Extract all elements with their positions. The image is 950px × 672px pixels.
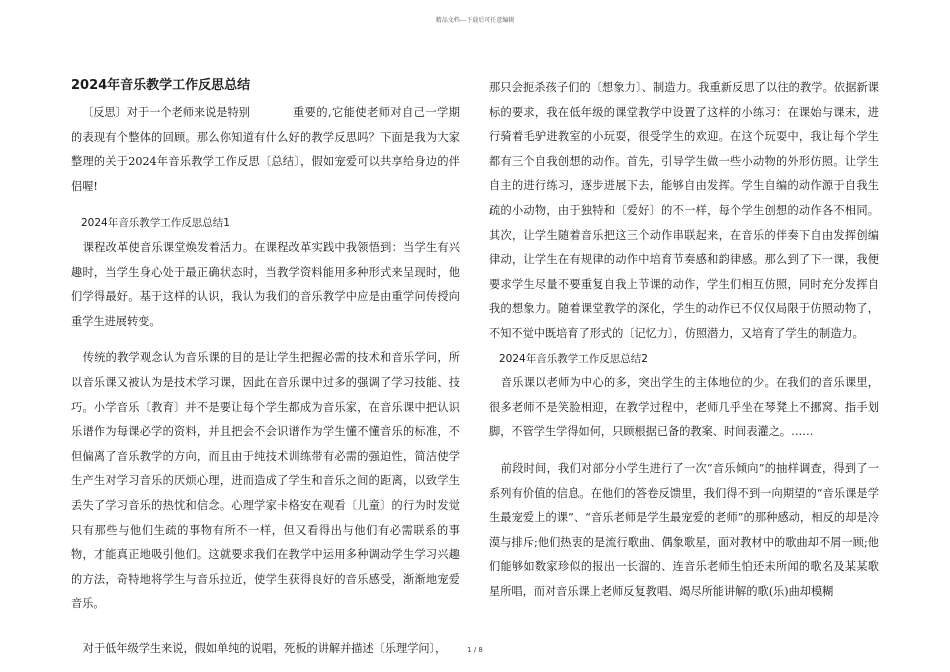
intro-first-a: 〔反思〕对于一个老师来说是特别	[82, 106, 250, 119]
left-column	[71, 76, 460, 661]
section1-heading: 2024年音乐教学工作反思总结1	[81, 217, 230, 230]
right-column	[489, 76, 879, 604]
intro-gap	[250, 101, 288, 126]
page-header: 精品文档---下载后可任意编辑	[435, 17, 515, 24]
document-title: 2024年音乐教学工作反思总结	[71, 78, 251, 93]
section1-paragraph-3: 对于低年级学生来说，假如单纯的说唱，死板的讲解并描述〔乐理学问〕，	[82, 641, 447, 655]
section1-paragraph-2: 传统的教学观念认为音乐课的目的是让学生把握必需的技术和音乐学问，所以音乐课又被认为是技术学习课，因此在音乐课中过多的强调了学习技能、技巧。小学音乐〔教育〕并不是要让每个学生都成为音乐家，在音乐课中把认识乐谱作为每课必学的资料，并且把会不会识谱作为学生懂不懂音乐的标准，不但偏离了音乐教学的方向，而且由于纯技术训练带有必需的强迫性，简洁使学生产生对学习音乐的厌烦心理，进而造成了学生和音乐之间的距离，以致学生丢失了学习音乐的热忱和信念。心理学家卡格安在观看〔儿童〕的行为时发觉只有那些与他们生疏的事物有所不一样，但又看得出与他们有必需联系的事物，才能真正地吸引他们。这就要求我们在教学中运用多种调动学生学习兴趣的方法，奇特地将学生与音乐拉近，使学生获得良好的音乐感受，渐渐地宠爱音乐。	[71, 351, 460, 611]
section1-paragraph-1: 课程改革使音乐课堂焕发着活力。在课程改革实践中我领悟到：当学生有兴趣时，当学生身心处于最正确状态时，当教学资料能用多种形式来呈现时，他们学得最好。基于这样的认识，我认为我们的音乐教学中应是由重学问传授向重学生进展转变。	[71, 240, 460, 328]
section2-paragraph-2: 前段时间，我们对部分小学生进行了一次“音乐倾向”的抽样调查，得到了一系列有价值的信息。在他们的答卷反馈里，我们得不到一向期望的“音乐课是学生最宠爱上的课”、“音乐老师是学生最宠爱的老师”的那种感动，相反的却是冷漠与排斥;他们热衷的是流行歌曲、偶象歌星，面对教材中的歌曲却不屑一顾;他们能够如数家珍似的报出一长溜的、连音乐老师生怕还未所闻的歌名及某某歌星所唱，而对音乐课上老师反复教唱、竭尽所能讲解的歌(乐)曲却模糊	[489, 461, 879, 598]
intro-paragraph: 重要的,它能使老师对自己一学期的表现有个整体的回顾。那么你知道有什么好的教学反思吗？下面是我为大家整理的关于2024年音乐教学工作反思〔总结〕，假如宠爱可以共享给身边的伴侣喔!	[71, 106, 460, 193]
section2-heading: 2024年音乐教学工作反思总结2	[499, 352, 648, 365]
page-number: 1 / 8	[467, 646, 483, 654]
section2-paragraph-1: 音乐课以老师为中心的多，突出学生的主体地位的少。在我们的音乐课里，很多老师不是笑脸相迎，在教学过程中，老师几乎坐在琴凳上不挪窝、指手划脚，不管学生学得如何，只顾根据已备的教案、时间表灌之。……	[489, 376, 879, 439]
section1-paragraph-4: 那只会扼杀孩子们的〔想象力〕、制造力。我重新反思了以往的教学。依据新课标的要求，我在低年级的课堂教学中设置了这样的小练习：在课始与课末，进行骑着毛驴进教室的小玩耍，很受学生的欢迎。在这个玩耍中，我让每个学生都有三个自我创想的动作。首先，引导学生做一些小动物的外形仿照。让学生自主的进行练习，逐步进展下去，能够自由发挥。学生自编的动作源于自我生疏的小动物，由于独特和〔爱好〕的不一样，每个学生创想的动作各不相同。其次，让学生随着音乐把这三个动作串联起来，在音乐的伴奏下自由发挥创编律动，让学生在有规律的动作中培育节奏感和韵律感。那么到了下一课，我便要求学生尽量不要重复自我上节课的动作，学生们相互仿照，同时充分发挥自我的想象力。随着课堂教学的深化，学生的动作已不仅仅局限于仿照动物了，不知不觉中既培育了形式的〔记忆力〕，仿照潜力，又培育了学生的制造力。	[489, 81, 879, 340]
